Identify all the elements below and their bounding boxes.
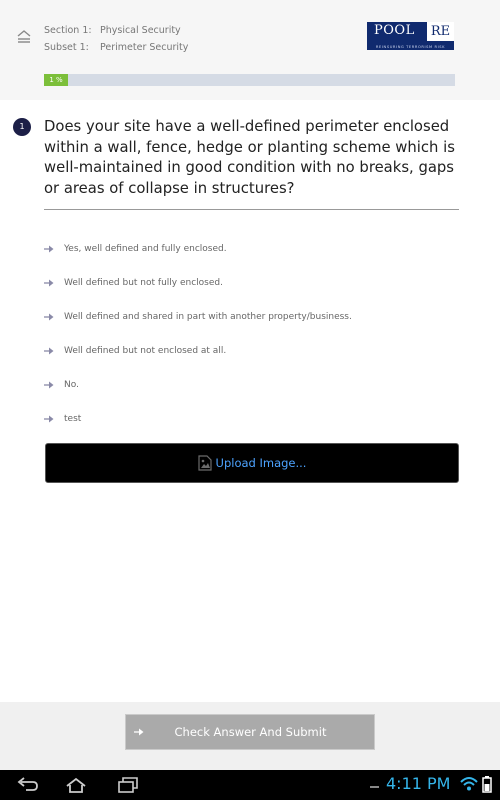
- back-icon[interactable]: [16, 776, 40, 794]
- section-info: [44, 22, 188, 56]
- upload-image-label: Upload Image...: [215, 456, 307, 470]
- upload-image-button[interactable]: [45, 443, 459, 483]
- wifi-battery-icon: [459, 775, 495, 795]
- arrow-right-icon: [44, 312, 55, 322]
- answer-option-label: Yes, well defined and fully enclosed.: [64, 244, 227, 254]
- answer-option-label: Well defined but not fully enclosed.: [64, 278, 223, 288]
- pool-re-logo: [367, 22, 454, 50]
- answer-option[interactable]: [44, 402, 459, 436]
- image-icon: [198, 455, 212, 471]
- android-navigation-bar: [0, 770, 500, 800]
- progress-bar: [44, 74, 455, 86]
- arrow-right-icon: [44, 244, 55, 254]
- logo-brand: POOL: [374, 23, 415, 38]
- status-time: 4:11 PM: [386, 774, 451, 793]
- answer-option[interactable]: [44, 368, 459, 402]
- section-value: Physical Security: [100, 25, 181, 36]
- check-answer-submit-button[interactable]: [125, 714, 375, 750]
- arrow-right-icon: [134, 727, 145, 737]
- header: [0, 0, 500, 100]
- answer-option[interactable]: [44, 232, 459, 266]
- arrow-right-icon: [44, 380, 55, 390]
- section-row: [44, 22, 188, 39]
- answer-option-label: Well defined and shared in part with another property/business.: [64, 312, 352, 322]
- subset-key: Subset 1:: [44, 42, 89, 53]
- question-divider: [44, 209, 459, 210]
- arrow-right-icon: [44, 414, 55, 424]
- logo-brand-suffix: RE: [427, 22, 454, 41]
- answer-options: [44, 232, 459, 436]
- answer-option-label: Well defined but not enclosed at all.: [64, 346, 227, 356]
- answer-option-label: test: [64, 414, 82, 424]
- question-number-badge: 1: [13, 118, 31, 136]
- submit-label: Check Answer And Submit: [174, 725, 327, 739]
- subset-row: [44, 39, 188, 56]
- logo-tagline: REINSURING TERRORISM RISK: [375, 45, 446, 49]
- progress-label: 1 %: [49, 76, 63, 84]
- footer-bar: [0, 702, 500, 770]
- answer-option-label: No.: [64, 380, 79, 390]
- subset-value: Perimeter Security: [100, 42, 189, 53]
- answer-option[interactable]: [44, 266, 459, 300]
- home-nav-icon[interactable]: [64, 776, 88, 794]
- arrow-right-icon: [44, 346, 55, 356]
- section-key: Section 1:: [44, 25, 92, 36]
- question-text: Does your site have a well-defined perimeter enclosed within a wall, fence, hedge or planting scheme which is well-maintained in good condition with no breaks, gaps or areas of collapse in structures?: [44, 118, 455, 197]
- recent-apps-icon[interactable]: [116, 776, 140, 794]
- arrow-right-icon: [44, 278, 55, 288]
- notification-indicator: [370, 786, 379, 788]
- answer-option[interactable]: [44, 334, 459, 368]
- home-icon[interactable]: [16, 28, 32, 46]
- answer-option[interactable]: [44, 300, 459, 334]
